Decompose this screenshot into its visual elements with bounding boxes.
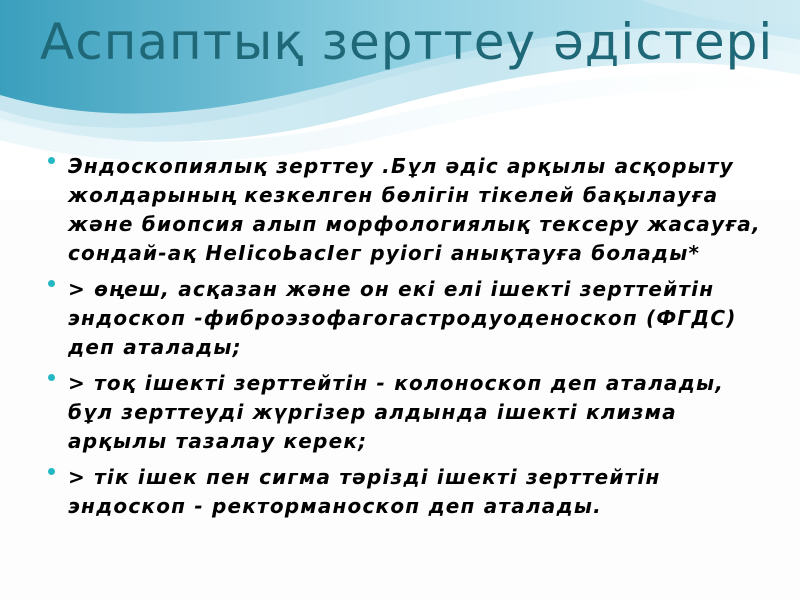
bullet-dot-icon	[48, 374, 55, 381]
bullet-dot-icon	[48, 157, 55, 164]
bullet-item-rectoromanoscope	[46, 463, 766, 521]
bullet-dot-icon	[48, 468, 55, 475]
slide-title: Аспаптық зерттеу әдістері	[40, 13, 774, 71]
bullet-text: > өңеш, асқазан және он екі елі ішекті зерттейтін эндоскоп -фиброэзофагогастродуоденоскоп (ФГДС) деп аталады;	[68, 277, 737, 359]
bullet-text: > тоқ ішекті зерттейтін - колоноскоп деп аталады, бұл зерттеуді жүргізер алдында ішекті клизма арқылы тазалау керек;	[68, 371, 725, 453]
bullet-item-colonoscope	[46, 369, 766, 456]
bullet-item-fgds	[46, 275, 766, 362]
bullet-text: Эндоскопиялық зерттеу .Бұл әдіс арқылы асқорыту жолдарының кезкелген бөлігін тікелей бақылауға және биопсия алып морфологиялық тексеру жасауға, сондай-ақ НеІісоЬасІег руіогі анықтауға болады*	[68, 154, 761, 265]
bullet-item-endoscopy	[46, 152, 766, 268]
bullet-dot-icon	[48, 280, 55, 287]
bullet-list	[46, 152, 766, 528]
bullet-text: > тік ішек пен сигма тәрізді ішекті зерттейтін эндоскоп - ректорманоскоп деп аталады.	[68, 465, 661, 518]
